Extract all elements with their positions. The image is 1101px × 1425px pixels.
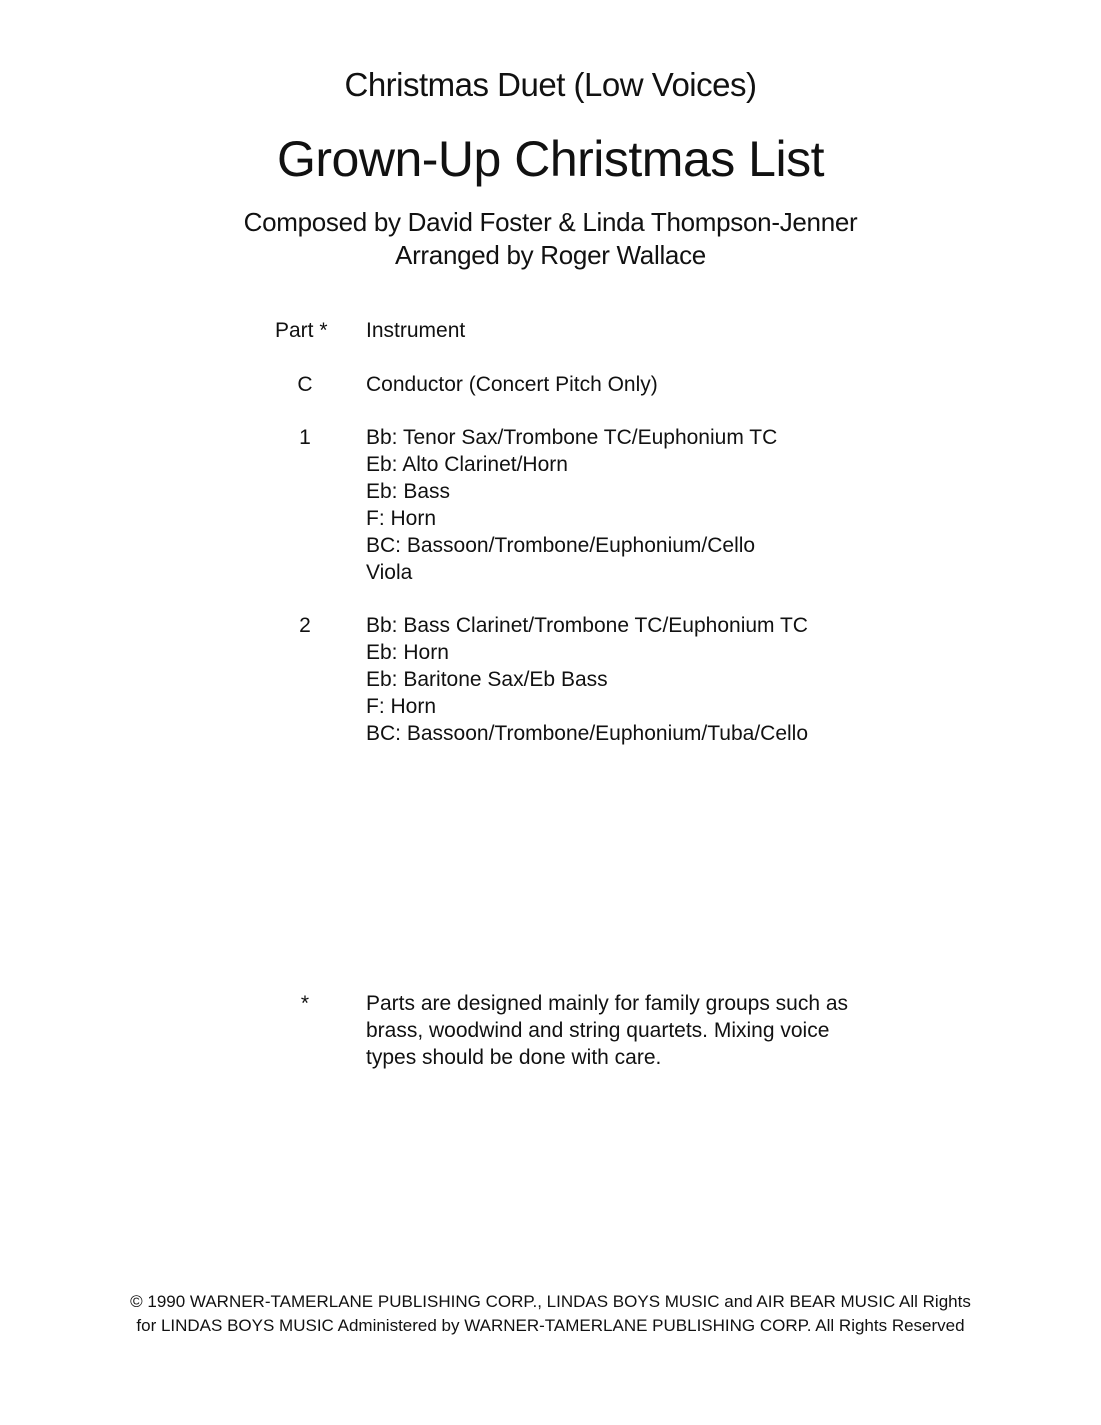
instrument-item: BC: Bassoon/Trombone/Euphonium/Cello bbox=[366, 534, 756, 557]
copyright-notice bbox=[0, 1290, 1101, 1338]
table-row bbox=[260, 371, 900, 398]
copyright-line: for LINDAS BOYS MUSIC Administered by WARNER-TAMERLANE PUBLISHING CORP. All Rights Reserved bbox=[136, 1316, 965, 1335]
footnote-text bbox=[366, 990, 896, 1071]
table-row bbox=[260, 424, 900, 586]
footnote bbox=[260, 990, 900, 1071]
instrument-item: F: Horn bbox=[366, 695, 437, 718]
part-label: C bbox=[297, 373, 313, 396]
instrument-list bbox=[366, 612, 900, 747]
footnote-line: Parts are designed mainly for family groups such as bbox=[366, 992, 849, 1015]
parts-table bbox=[260, 317, 900, 747]
instrument-item: Bb: Bass Clarinet/Trombone TC/Euphonium TC bbox=[366, 614, 808, 637]
part-label: 1 bbox=[299, 426, 311, 449]
footnote-line: types should be done with care. bbox=[366, 1046, 662, 1069]
credits bbox=[0, 206, 1101, 272]
instrument-list bbox=[366, 371, 900, 398]
composer-credit: Composed by David Foster & Linda Thompson-Jenner bbox=[243, 207, 858, 237]
instrument-item: BC: Bassoon/Trombone/Euphonium/Tuba/Cello bbox=[366, 722, 809, 745]
footnote-marker: * bbox=[300, 992, 310, 1015]
part-column-header: Part * bbox=[275, 319, 328, 342]
instrument-item: Eb: Alto Clarinet/Horn bbox=[366, 453, 568, 476]
instrument-item: Eb: Baritone Sax/Eb Bass bbox=[366, 668, 608, 691]
instrument-list bbox=[366, 424, 900, 586]
instrument-item: Eb: Horn bbox=[366, 641, 449, 664]
footnote-line: brass, woodwind and string quartets. Mixing voice bbox=[366, 1019, 830, 1042]
copyright-line: © 1990 WARNER-TAMERLANE PUBLISHING CORP., LINDAS BOYS MUSIC and AIR BEAR MUSIC All Rights bbox=[130, 1292, 971, 1311]
table-header-row bbox=[260, 317, 900, 344]
table-row bbox=[260, 612, 900, 747]
instrument-item: Conductor (Concert Pitch Only) bbox=[366, 373, 658, 396]
page-title: Grown-Up Christmas List bbox=[277, 131, 824, 187]
instrument-item: Eb: Bass bbox=[366, 480, 451, 503]
part-label: 2 bbox=[299, 614, 311, 637]
instrument-item: Bb: Tenor Sax/Trombone TC/Euphonium TC bbox=[366, 426, 778, 449]
subtitle: Christmas Duet (Low Voices) bbox=[344, 66, 757, 103]
instrument-item: F: Horn bbox=[366, 507, 437, 530]
arranger-credit: Arranged by Roger Wallace bbox=[395, 240, 706, 270]
instrument-column-header: Instrument bbox=[366, 319, 466, 342]
instrument-item: Viola bbox=[366, 561, 413, 584]
